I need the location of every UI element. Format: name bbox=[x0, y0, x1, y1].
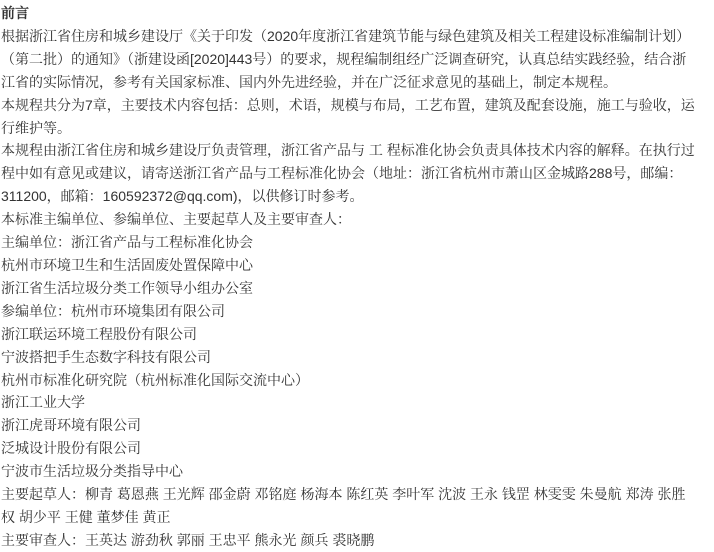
contents-paragraph: 本规程共分为7章，主要技术内容包括：总则，术语，规模与布局，工艺布置，建筑及配套设施，施工与验收，运行维护等。 bbox=[1, 96, 695, 136]
unit-line: 浙江工业大学 bbox=[1, 394, 85, 411]
unit-line: 泛城设计股份有限公司 bbox=[1, 440, 141, 457]
unit-line: 浙江联运环境工程股份有限公司 bbox=[1, 325, 197, 342]
unit-line: 浙江省生活垃圾分类工作领导小组办公室 bbox=[1, 279, 253, 296]
participating-unit-line: 参编单位：杭州市环境集团有限公司 bbox=[1, 302, 225, 319]
preface-title: 前言 bbox=[1, 5, 29, 21]
unit-line: 宁波市生活垃圾分类指导中心 bbox=[1, 463, 183, 480]
unit-line: 浙江虎哥环境有限公司 bbox=[1, 417, 141, 434]
reviewers-line: 主要审查人：王英达 游劲秋 郭丽 王忠平 熊永光 颜兵 裘晓鹏 bbox=[1, 531, 375, 548]
unit-line: 宁波搭把手生态数字科技有限公司 bbox=[1, 348, 211, 365]
units-intro-line: 本标准主编单位、参编单位、主要起草人及主要审查人： bbox=[1, 211, 351, 228]
unit-line: 杭州市环境卫生和生活固废处置保障中心 bbox=[1, 256, 253, 273]
drafters-line: 主要起草人：柳青 葛恩燕 王光辉 邵金蔚 邓铭庭 杨海本 陈红英 李叶军 沈波 王永 钱罡 林雯雯 朱曼航 郑涛 张胜权 胡少平 王健 董梦佳 黄正 bbox=[1, 486, 686, 525]
chief-editor-unit-line: 主编单位：浙江省产品与工程标准化协会 bbox=[1, 234, 253, 251]
unit-line: 杭州市标准化研究院（杭州标准化国际交流中心） bbox=[1, 371, 309, 388]
basis-paragraph: 根据浙江省住房和城乡建设厅《关于印发（2020年度浙江省建筑节能与绿色建筑及相关工程建设标准编制计划）（第二批）的通知》（浙建设函[2020]443号）的要求，规程编制组经广泛调查研究，认真总结实践经验，结合浙江省的实际情况，参考有关国家标准、国内外先进经验，并在广泛征求意见的基础上，制定本规程。 bbox=[1, 27, 691, 90]
management-feedback-paragraph: 本规程由浙江省住房和城乡建设厅负责管理，浙江省产品与 工 程标准化协会负责具体技术内容的解释。在执行过程中如有意见或建议，请寄送浙江省产品与工程标准化协会（地址：浙江省杭州市萧山区金城路288号，邮编：311200，邮箱：160592372@qq.com)，以供修订时参考。 bbox=[1, 142, 695, 205]
